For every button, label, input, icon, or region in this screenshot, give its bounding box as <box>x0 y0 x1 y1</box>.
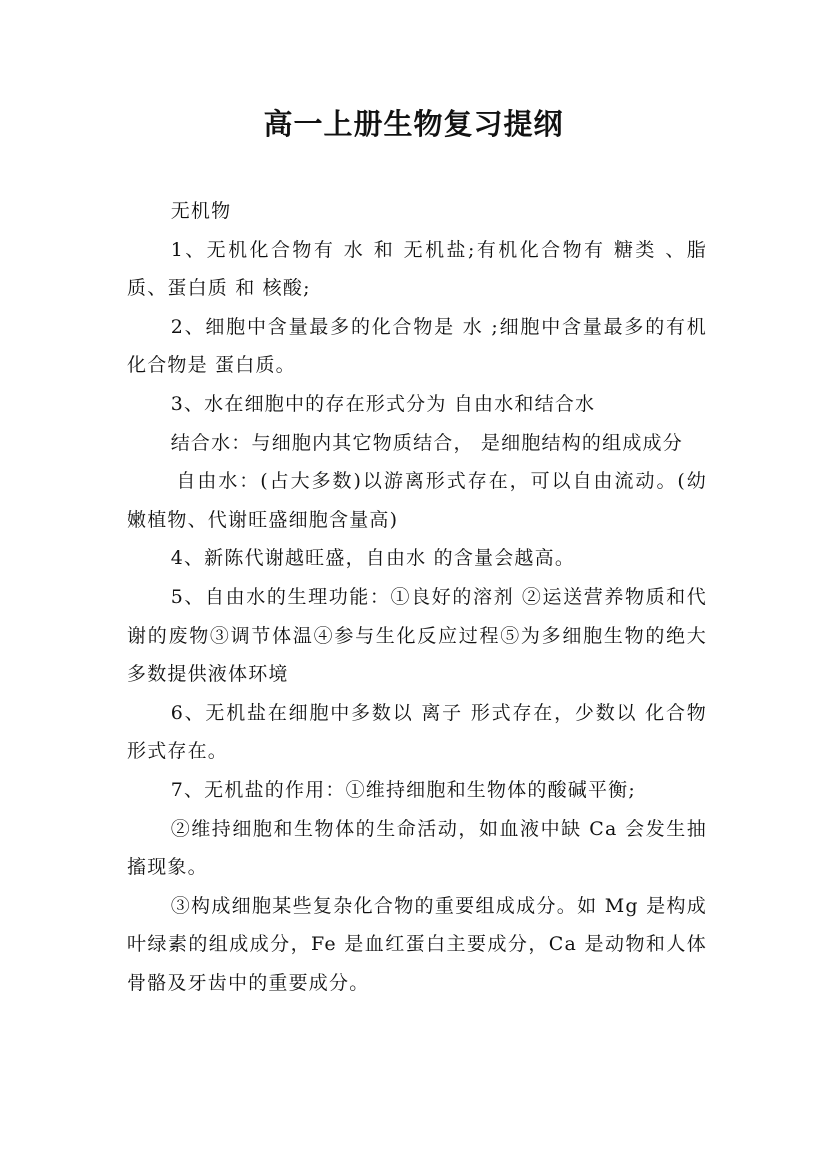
paragraph-free-water: 自由水：(占大多数)以游离形式存在，可以自由流动。(幼嫩植物、代谢旺盛细胞含量高) <box>127 470 707 531</box>
paragraph-7: 7、无机盐的作用：①维持细胞和生物体的酸碱平衡; <box>170 778 636 801</box>
document-title: 高一上册生物复习提纲 <box>263 107 564 141</box>
paragraph-4: 4、新陈代谢越旺盛，自由水 的含量会越高。 <box>170 547 576 570</box>
paragraph-6: 6、无机盐在细胞中多数以 离子 形式存在，少数以 化合物 形式存在。 <box>127 701 707 763</box>
section-heading: 无机物 <box>170 200 232 222</box>
paragraph-1: 1、无机化合物有 水 和 无机盐;有机化合物有 糖类 、脂质、蛋白质 和 核酸; <box>127 238 707 300</box>
document-body <box>127 192 707 1002</box>
paragraph-5: 5、自由水的生理功能：①良好的溶剂 ②运送营养物质和代谢的废物③调节体温④参与生化反应过程⑤为多细胞生物的绝大多数提供液体环境 <box>127 585 707 686</box>
paragraph-7-3: ③构成细胞某些复杂化合物的重要组成成分。如 Mg 是构成叶绿素的组成成分，Fe 是血红蛋白主要成分，Ca 是动物和人体骨骼及牙齿中的重要成分。 <box>127 894 707 994</box>
paragraph-3: 3、水在细胞中的存在形式分为 自由水和结合水 <box>170 392 596 415</box>
paragraph-bound-water: 结合水：与细胞内其它物质结合， 是细胞结构的组成成分 <box>170 431 683 454</box>
paragraph-7-2: ②维持细胞和生物体的生命活动，如血液中缺 Ca 会发生抽搐现象。 <box>127 817 707 879</box>
paragraph-2: 2、细胞中含量最多的化合物是 水 ;细胞中含量最多的有机化合物是 蛋白质。 <box>127 315 707 377</box>
